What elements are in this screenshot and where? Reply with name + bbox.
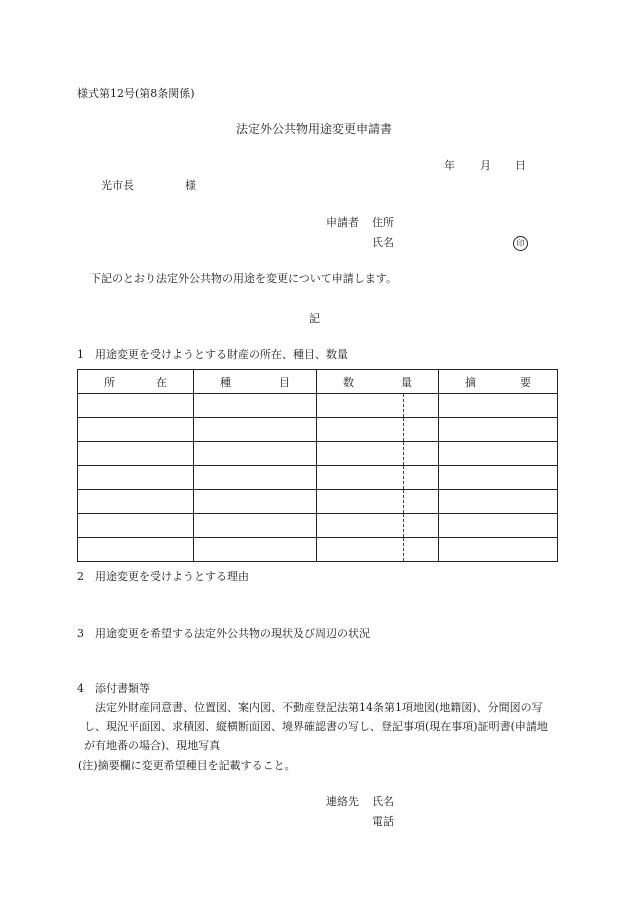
date-day-label: 日 — [515, 159, 526, 172]
cell-location[interactable] — [78, 442, 194, 466]
cell-category[interactable] — [194, 514, 317, 538]
quantity-divider — [403, 538, 404, 561]
date-month-label: 月 — [480, 159, 491, 172]
quantity-divider — [403, 394, 404, 417]
section4-note: (注)摘要欄に変更希望種目を記載すること。 — [78, 759, 296, 772]
column-header-char: 在 — [156, 375, 167, 389]
table-row — [78, 514, 558, 538]
addressee-mayor: 光市長 — [101, 179, 134, 192]
table-row — [78, 442, 558, 466]
applicant-address-label: 住所 — [372, 216, 394, 229]
table-header-row — [78, 370, 558, 394]
cell-category[interactable] — [194, 442, 317, 466]
table-row — [78, 538, 558, 562]
applicant-label: 申請者 — [326, 216, 359, 229]
section1-heading: 1 用途変更を受けようとする財産の所在、種目、数量 — [77, 348, 348, 361]
cell-quantity[interactable] — [317, 418, 439, 442]
property-table — [77, 369, 558, 562]
column-header-remarks — [439, 370, 558, 394]
contact-label: 連絡先 — [326, 795, 359, 808]
cell-remarks[interactable] — [439, 538, 558, 562]
column-header-char: 要 — [520, 375, 531, 389]
section4-heading: 4 添付書類等 — [77, 682, 150, 695]
cell-remarks[interactable] — [439, 442, 558, 466]
table-row — [78, 466, 558, 490]
cell-category[interactable] — [194, 418, 317, 442]
cell-quantity[interactable] — [317, 514, 439, 538]
cell-location[interactable] — [78, 514, 194, 538]
cell-category[interactable] — [194, 466, 317, 490]
cell-remarks[interactable] — [439, 490, 558, 514]
quantity-divider — [403, 490, 404, 513]
ki-heading: 記 — [309, 312, 320, 325]
column-header-quantity — [317, 370, 439, 394]
contact-phone-label: 電話 — [372, 815, 394, 828]
intro-text: 下記のとおり法定外公共物の用途を変更について申請します。 — [90, 272, 397, 285]
column-header-char: 所 — [104, 375, 115, 389]
contact-name-label: 氏名 — [372, 795, 394, 808]
applicant-name-label: 氏名 — [372, 236, 394, 249]
addressee-honorific: 様 — [185, 179, 196, 192]
cell-quantity[interactable] — [317, 442, 439, 466]
document-title: 法定外公共物用途変更申請書 — [236, 122, 393, 136]
table-row — [78, 394, 558, 418]
seal-icon: 印 — [513, 236, 528, 251]
cell-category[interactable] — [194, 538, 317, 562]
date-year-label: 年 — [444, 159, 455, 172]
cell-quantity[interactable] — [317, 490, 439, 514]
section3-heading: 3 用途変更を希望する法定外公共物の現状及び周辺の状況 — [77, 627, 370, 640]
cell-category[interactable] — [194, 394, 317, 418]
cell-quantity[interactable] — [317, 538, 439, 562]
cell-remarks[interactable] — [439, 514, 558, 538]
section4-body: 法定外財産同意書、位置図、案内図、不動産登記法第14条第1項地図(地籍図)、分間図の写し、現況平面図、求積図、縦横断面図、境界確認書の写し、登記事項(現在事項)証明書(申請地が有地番の場合)、現地写真 — [84, 701, 548, 752]
column-header-char: 種 — [220, 375, 231, 389]
cell-remarks[interactable] — [439, 394, 558, 418]
section2-heading: 2 用途変更を受けようとする理由 — [77, 570, 249, 583]
cell-location[interactable] — [78, 538, 194, 562]
quantity-divider — [403, 466, 404, 489]
cell-location[interactable] — [78, 418, 194, 442]
quantity-divider — [403, 418, 404, 441]
cell-quantity[interactable] — [317, 394, 439, 418]
quantity-divider — [403, 514, 404, 537]
cell-remarks[interactable] — [439, 466, 558, 490]
cell-location[interactable] — [78, 394, 194, 418]
table-row — [78, 418, 558, 442]
cell-location[interactable] — [78, 490, 194, 514]
quantity-divider — [403, 442, 404, 465]
cell-quantity[interactable] — [317, 466, 439, 490]
column-header-category — [194, 370, 317, 394]
form-number: 様式第12号(第8条関係) — [77, 87, 195, 100]
column-header-char: 数 — [343, 375, 354, 389]
column-header-char: 目 — [279, 375, 290, 389]
column-header-char: 摘 — [465, 375, 476, 389]
cell-category[interactable] — [194, 490, 317, 514]
cell-location[interactable] — [78, 466, 194, 490]
column-header-location — [78, 370, 194, 394]
table-row — [78, 490, 558, 514]
column-header-char: 量 — [401, 375, 412, 389]
cell-remarks[interactable] — [439, 418, 558, 442]
